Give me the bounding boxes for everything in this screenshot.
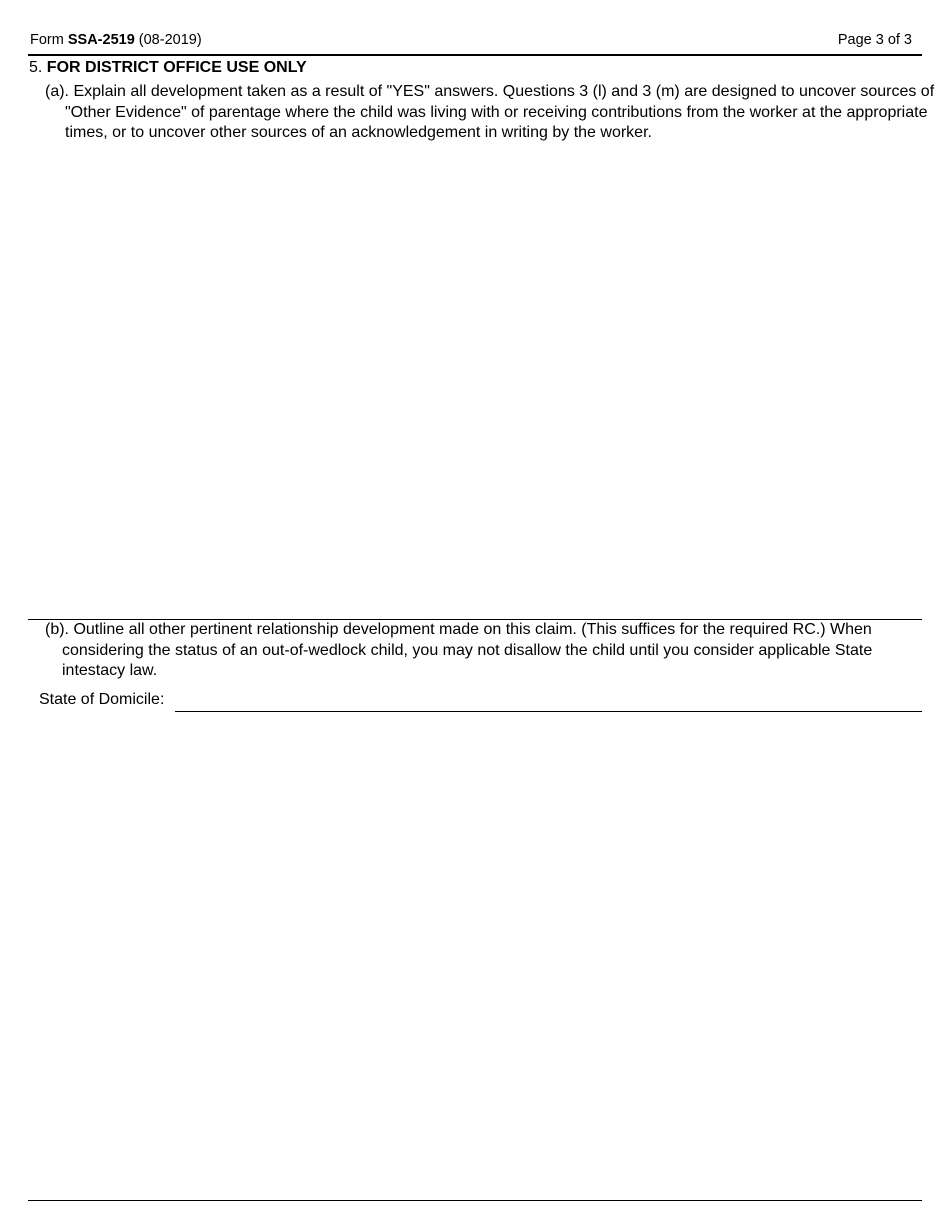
footer-divider (28, 1200, 922, 1201)
section-heading (29, 59, 307, 77)
form-date: (08-2019) (134, 32, 202, 48)
form-identifier (30, 32, 202, 48)
part-a-instructions: (a). Explain all development taken as a result of "YES" answers. Questions 3 (l) and 3 (m) are designed to uncover sources of "Other Evidence" of parentage where the child was living with or receiving contributions from the worker at the appropriate times, or to uncover other sources of an acknowledgement in writing by the worker. (45, 83, 935, 141)
section-number: 5. (29, 59, 47, 76)
part-b-answer-field[interactable] (28, 718, 922, 1196)
form-prefix: Form (30, 32, 68, 48)
header-divider (28, 54, 922, 56)
state-of-domicile-label: State of Domicile: (39, 691, 165, 708)
part-b-instructions: (b). Outline all other pertinent relationship development made on this claim. (This suffices for the required RC.) When considering the status of an out-of-wedlock child, you may not disallow the child until you consider applicable State intestacy law. (45, 621, 873, 679)
page-number: Page 3 of 3 (837, 32, 912, 48)
form-number: SSA-2519 (67, 32, 135, 48)
page-header (30, 32, 912, 52)
part-a-answer-field[interactable] (28, 146, 922, 616)
section-title: FOR DISTRICT OFFICE USE ONLY (46, 59, 307, 76)
state-of-domicile-input[interactable] (175, 691, 922, 712)
state-of-domicile-row (39, 691, 922, 713)
